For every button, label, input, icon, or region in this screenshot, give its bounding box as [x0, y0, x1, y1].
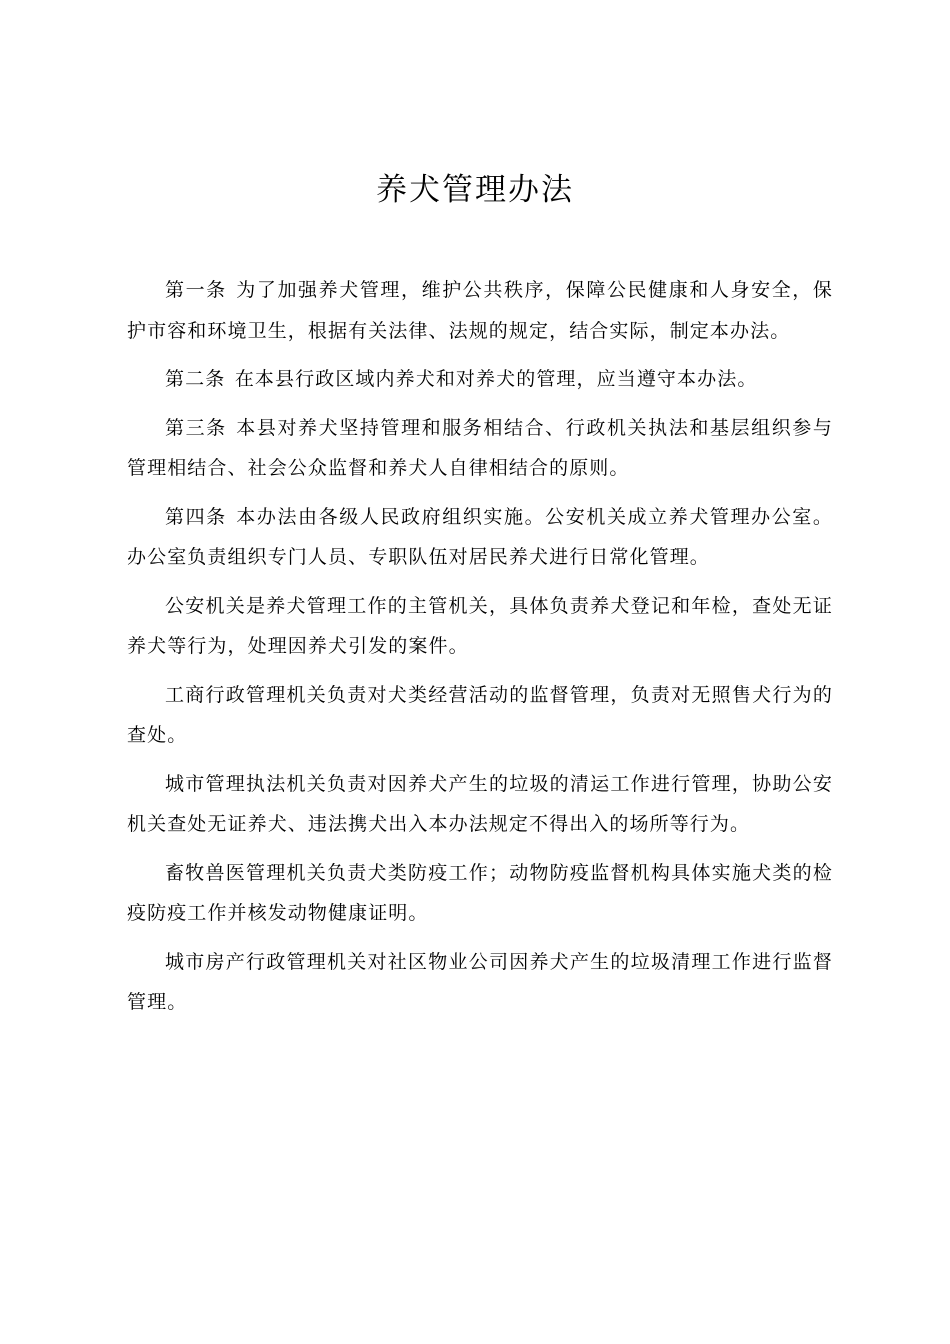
paragraph-article-3 [127, 408, 833, 489]
article-number: 第三条 [165, 416, 227, 439]
paragraph-housing [127, 942, 833, 1023]
paragraph-public-security [127, 586, 833, 667]
paragraph-text: 城市管理执法机关负责对因养犬产生的垃圾的清运工作进行管理，协助公安机关查处无证养犬、违法携犬出入本办法规定不得出入的场所等行为。 [127, 772, 833, 835]
document-body [127, 270, 833, 1031]
paragraph-industry-commerce [127, 675, 833, 756]
paragraph-text: 城市房产行政管理机关对社区物业公司因养犬产生的垃圾清理工作进行监督管理。 [127, 950, 833, 1013]
article-number: 第一条 [165, 279, 227, 301]
paragraph-veterinary [127, 853, 833, 934]
paragraph-urban-management [127, 764, 833, 845]
document-title: 养犬管理办法 [376, 172, 574, 208]
paragraph-text: 工商行政管理机关负责对犬类经营活动的监督管理，负责对无照售犬行为的查处。 [127, 683, 833, 746]
paragraph-text: 为了加强养犬管理，维护公共秩序，保障公民健康和人身安全，保护市容和环境卫生，根据有关法律、法规的规定，结合实际，制定本办法。 [127, 279, 833, 342]
paragraph-article-1 [127, 270, 833, 351]
article-number: 第二条 [165, 368, 226, 390]
paragraph-text: 畜牧兽医管理机关负责犬类防疫工作；动物防疫监督机构具体实施犬类的检疫防疫工作并核发动物健康证明。 [127, 861, 833, 924]
paragraph-article-2 [127, 359, 833, 400]
paragraph-text: 公安机关是养犬管理工作的主管机关，具体负责养犬登记和年检，查处无证养犬等行为，处理因养犬引发的案件。 [127, 594, 833, 657]
paragraph-article-4 [127, 497, 833, 578]
paragraph-text: 本办法由各级人民政府组织实施。公安机关成立养犬管理办公室。办公室负责组织专门人员、专职队伍对居民养犬进行日常化管理。 [127, 505, 833, 568]
paragraph-text: 本县对养犬坚持管理和服务相结合、行政机关执法和基层组织参与管理相结合、社会公众监督和养犬人自律相结合的原则。 [127, 416, 833, 479]
article-number: 第四条 [165, 505, 227, 528]
paragraph-text: 在本县行政区域内养犬和对养犬的管理，应当遵守本办法。 [234, 368, 758, 390]
